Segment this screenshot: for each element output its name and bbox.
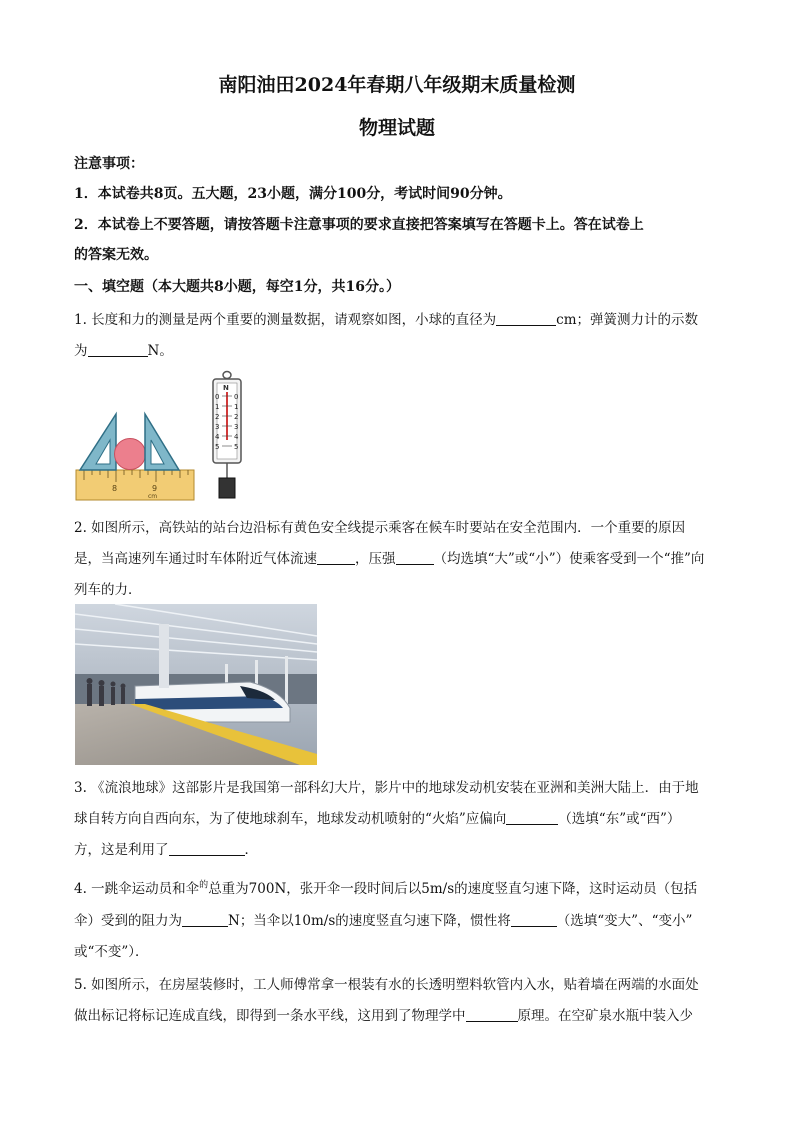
- q2-line2: 是，当高速列车通过时车体附近气体流速 ，压强 （均选填“大”或“小”）使乘客受到一个“推”向: [74, 551, 705, 567]
- ball: [115, 439, 146, 470]
- q5-line2: 做出标记将标记连成直线，即得到一条水平线，这用到了物理学中 原理。在空矿泉水瓶中装入少: [74, 1008, 693, 1024]
- scale-number-0-left: 0: [215, 393, 220, 401]
- hanging-weight: [219, 478, 235, 498]
- q4-blank-2[interactable]: [511, 912, 557, 927]
- q1-figure: [74, 370, 254, 505]
- scale-number-5-right: 5: [234, 443, 239, 451]
- scale-number-3-right: 3: [234, 423, 239, 431]
- q3-blank-2[interactable]: [169, 841, 245, 856]
- notice-item-2b: 的答案无效。: [74, 247, 158, 263]
- q4-line1: 4. 一跳伞运动员和伞$^的$总重为700N，张开伞一段时间后以5m/s的速度竖直匀速下降，这时运动员（包括: [74, 880, 698, 897]
- scale-number-3-left: 3: [215, 423, 220, 431]
- section-heading: 一、填空题（本大题共8小题，每空1分，共16分。）: [74, 279, 400, 295]
- q2-line3: 列车的力．: [74, 582, 142, 598]
- q3-blank-1[interactable]: [506, 810, 558, 825]
- page-subtitle: 物理试题: [358, 117, 435, 139]
- notice-item-1: 1．本试卷共8页。五大题，23小题，满分100分，考试时间90分钟。: [74, 186, 512, 202]
- notice-item-2a: 2．本试卷上不要答题，请按答题卡注意事项的要求直接把答案填写在答题卡上。答在试卷上: [74, 217, 644, 233]
- ruler-label-9: 9: [152, 484, 158, 493]
- scale-number-0-right: 0: [234, 393, 239, 401]
- ruler-label-8: 8: [112, 484, 118, 493]
- q5-line1: 5. 如图所示，在房屋装修时，工人师傅常拿一根装有水的长透明塑料软管内入水，贴着墙在两端的水面处: [74, 977, 699, 993]
- scale-number-5-left: 5: [215, 443, 220, 451]
- q1-line1: 1. 长度和力的测量是两个重要的测量数据，请观察如图，小球的直径为 cm；弹簧测力计的示数: [74, 312, 699, 328]
- scale-number-4-right: 4: [234, 433, 239, 441]
- q3-line3: 方，这是利用了 ．: [74, 842, 258, 858]
- q3-line2: 球自转方向自西向东，为了使地球刹车，地球发动机喷射的“火焰”应偏向 （选填“东”或“西”）: [74, 811, 681, 827]
- ruler-unit: cm: [148, 493, 158, 500]
- notice-heading: 注意事项：: [74, 156, 144, 172]
- q1-blank-2[interactable]: [88, 342, 148, 357]
- page-title: 南阳油田2024年春期八年级期末质量检测: [218, 74, 576, 96]
- scale-number-1-right: 1: [234, 403, 239, 411]
- q2-blank-1[interactable]: [317, 550, 355, 565]
- q4-blank-1[interactable]: [182, 912, 228, 927]
- scale-number-2-right: 2: [234, 413, 239, 421]
- q1-blank-1[interactable]: [496, 311, 556, 326]
- q5-blank-1[interactable]: [466, 1007, 518, 1022]
- q1-line2: 为 N。: [74, 343, 173, 359]
- scale-unit: N: [223, 384, 229, 392]
- scale-number-4-left: 4: [215, 433, 220, 441]
- ruler: [76, 470, 194, 500]
- spring-scale: [213, 372, 241, 499]
- scale-number-1-left: 1: [215, 403, 220, 411]
- scale-number-2-left: 2: [215, 413, 220, 421]
- q2-line1: 2. 如图所示，高铁站的站台边沿标有黄色安全线提示乘客在候车时要站在安全范围内．一个重要的原因: [74, 520, 686, 536]
- q4-line2: 伞）受到的阻力为 N；当伞以10m/s的速度竖直匀速下降，惯性将 （选填“变大”、“变小”: [74, 913, 693, 929]
- q2-blank-2[interactable]: [396, 550, 434, 565]
- q3-line1: 3. 《流浪地球》这部影片是我国第一部科幻大片，影片中的地球发动机安装在亚洲和美洲大陆上．由于地: [74, 780, 699, 796]
- q4-line3: 或“不变”）．: [74, 944, 149, 960]
- high-speed-train-photo: [75, 604, 317, 765]
